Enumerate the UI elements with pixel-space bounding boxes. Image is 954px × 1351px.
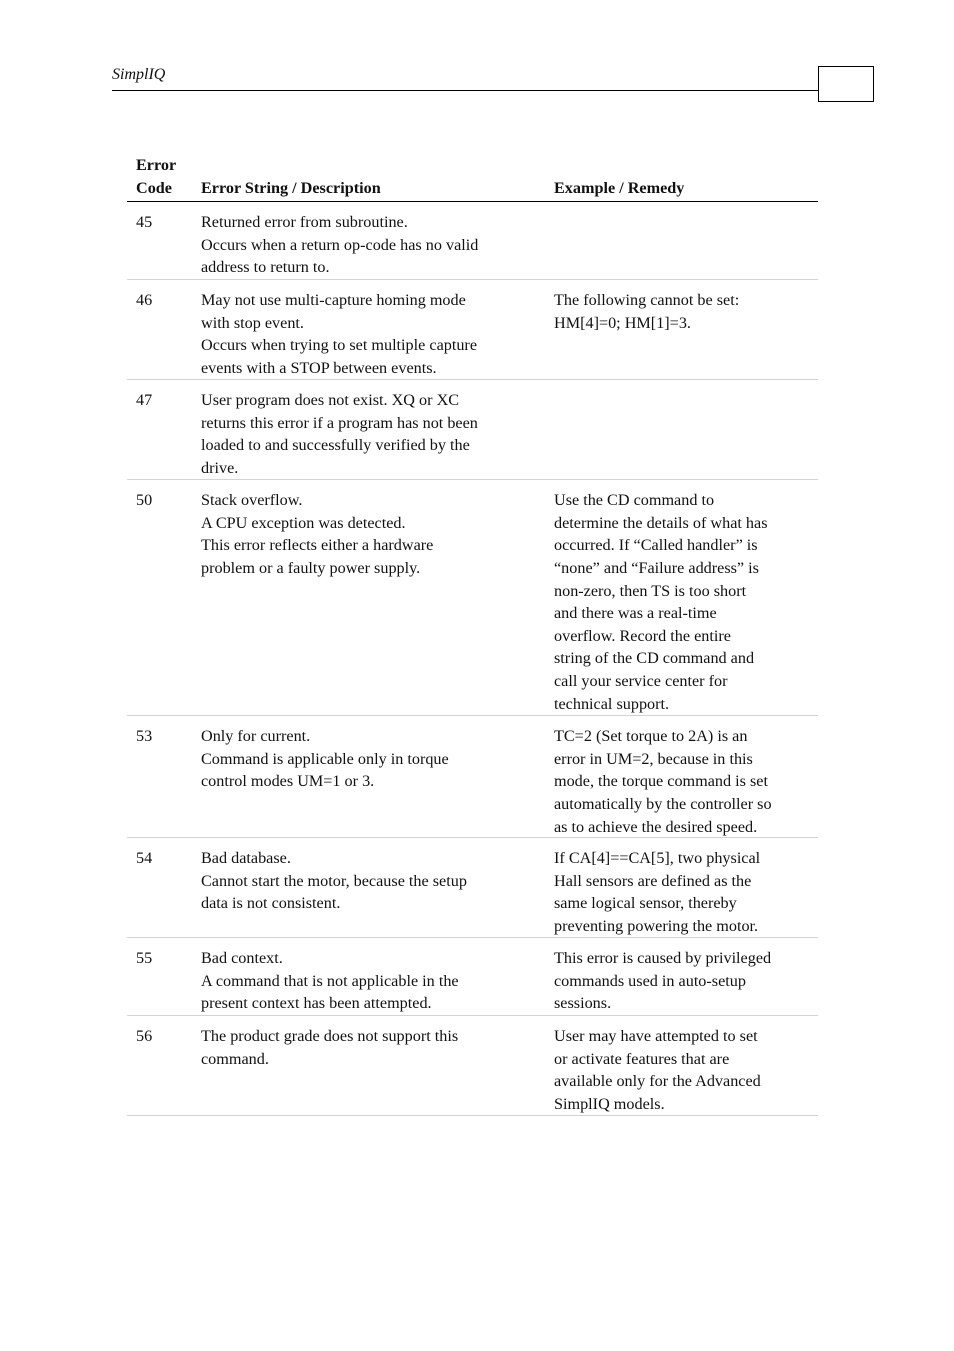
remedy-cell — [544, 389, 818, 479]
description-line: Only for current. — [201, 727, 311, 746]
table-row — [127, 716, 818, 838]
description-line: command. — [201, 1049, 269, 1068]
remedy-line: as to achieve the desired speed. — [554, 817, 758, 836]
description-line: loaded to and successfully verified by the — [201, 436, 470, 455]
description-line: problem or a faulty power supply. — [201, 558, 421, 577]
description-line: A CPU exception was detected. — [201, 513, 406, 532]
description-cell — [192, 389, 544, 479]
remedy-line: If CA[4]==CA[5], two physical — [554, 849, 761, 868]
description-line: control modes UM=1 or 3. — [201, 772, 375, 791]
remedy-line: and there was a real-time — [554, 604, 717, 623]
remedy-line: TC=2 (Set torque to 2A) is an — [554, 727, 748, 746]
remedy-cell — [544, 489, 818, 715]
remedy-line: determine the details of what has — [554, 513, 768, 532]
description-line: events with a STOP between events. — [201, 358, 437, 377]
column-header-remedy: Example / Remedy — [554, 178, 685, 197]
description-line: Stack overflow. — [201, 491, 303, 510]
description-line: Returned error from subroutine. — [201, 213, 408, 232]
remedy-cell — [544, 725, 818, 837]
description-line: returns this error if a program has not been — [201, 413, 478, 432]
remedy-cell — [544, 847, 818, 937]
column-header-error-code — [127, 154, 192, 199]
error-code-cell: 50 — [136, 491, 153, 510]
description-cell — [192, 847, 544, 937]
description-line: A command that is not applicable in the — [201, 971, 459, 990]
remedy-line: non-zero, then TS is too short — [554, 581, 747, 600]
table-row — [127, 280, 818, 380]
error-code-cell: 54 — [136, 849, 153, 868]
remedy-cell — [544, 947, 818, 1015]
description-line: with stop event. — [201, 313, 304, 332]
column-header-description: Error String / Description — [201, 178, 381, 197]
error-code-table — [127, 154, 818, 1116]
description-cell — [192, 725, 544, 837]
error-code-cell: 55 — [136, 949, 153, 968]
description-cell — [192, 947, 544, 1015]
page-number-box — [818, 66, 874, 102]
description-line: address to return to. — [201, 258, 330, 277]
description-line: Occurs when a return op-code has no valid — [201, 235, 479, 254]
remedy-line: same logical sensor, thereby — [554, 894, 737, 913]
column-header-line: Code — [136, 178, 172, 197]
description-line: Occurs when trying to set multiple capture — [201, 336, 478, 355]
table-row — [127, 838, 818, 938]
remedy-line: occurred. If “Called handler” is — [554, 536, 758, 555]
description-cell — [192, 211, 544, 279]
error-code-cell: 47 — [136, 391, 153, 410]
header-rule — [112, 90, 819, 91]
error-code-cell: 56 — [136, 1027, 153, 1046]
remedy-line: call your service center for — [554, 671, 728, 690]
remedy-line: mode, the torque command is set — [554, 772, 768, 791]
remedy-line: string of the CD command and — [554, 649, 755, 668]
remedy-line: technical support. — [554, 694, 670, 713]
remedy-line: SimplIQ models. — [554, 1094, 665, 1113]
table-row — [127, 938, 818, 1016]
description-line: May not use multi-capture homing mode — [201, 291, 466, 310]
error-code-cell: 45 — [136, 213, 153, 232]
description-cell — [192, 1025, 544, 1115]
column-header-line: Error — [136, 156, 177, 174]
remedy-line: error in UM=2, because in this — [554, 749, 753, 768]
description-line: Command is applicable only in torque — [201, 749, 449, 768]
remedy-line: automatically by the controller so — [554, 794, 772, 813]
remedy-line: commands used in auto-setup — [554, 971, 746, 990]
description-line: data is not consistent. — [201, 894, 341, 913]
remedy-cell — [544, 1025, 818, 1115]
description-line: drive. — [201, 458, 239, 477]
description-line: User program does not exist. XQ or XC — [201, 391, 460, 410]
remedy-line: HM[4]=0; HM[1]=3. — [554, 313, 691, 332]
description-line: Cannot start the motor, because the setup — [201, 871, 467, 890]
description-cell — [192, 289, 544, 379]
table-row — [127, 480, 818, 716]
error-code-cell: 46 — [136, 291, 153, 310]
description-line: present context has been attempted. — [201, 994, 432, 1013]
remedy-line: Use the CD command to — [554, 491, 715, 510]
remedy-cell — [544, 289, 818, 379]
remedy-line: “none” and “Failure address” is — [554, 558, 759, 577]
table-header — [127, 154, 818, 202]
table-row — [127, 380, 818, 480]
remedy-line: Hall sensors are defined as the — [554, 871, 752, 890]
table-row — [127, 202, 818, 280]
running-header-title: SimplIQ — [112, 66, 166, 83]
table-row — [127, 1016, 818, 1116]
table-body — [127, 202, 818, 1116]
remedy-line: overflow. Record the entire — [554, 626, 731, 645]
description-line: Bad context. — [201, 949, 283, 968]
remedy-line: preventing powering the motor. — [554, 916, 759, 935]
remedy-line: This error is caused by privileged — [554, 949, 772, 968]
error-code-cell: 53 — [136, 727, 153, 746]
remedy-line: or activate features that are — [554, 1049, 730, 1068]
remedy-line: The following cannot be set: — [554, 291, 740, 310]
remedy-line: sessions. — [554, 994, 612, 1013]
remedy-cell — [544, 211, 818, 279]
description-cell — [192, 489, 544, 715]
remedy-line: available only for the Advanced — [554, 1072, 761, 1091]
description-line: This error reflects either a hardware — [201, 536, 434, 555]
description-line: The product grade does not support this — [201, 1027, 459, 1046]
description-line: Bad database. — [201, 849, 291, 868]
remedy-line: User may have attempted to set — [554, 1027, 758, 1046]
